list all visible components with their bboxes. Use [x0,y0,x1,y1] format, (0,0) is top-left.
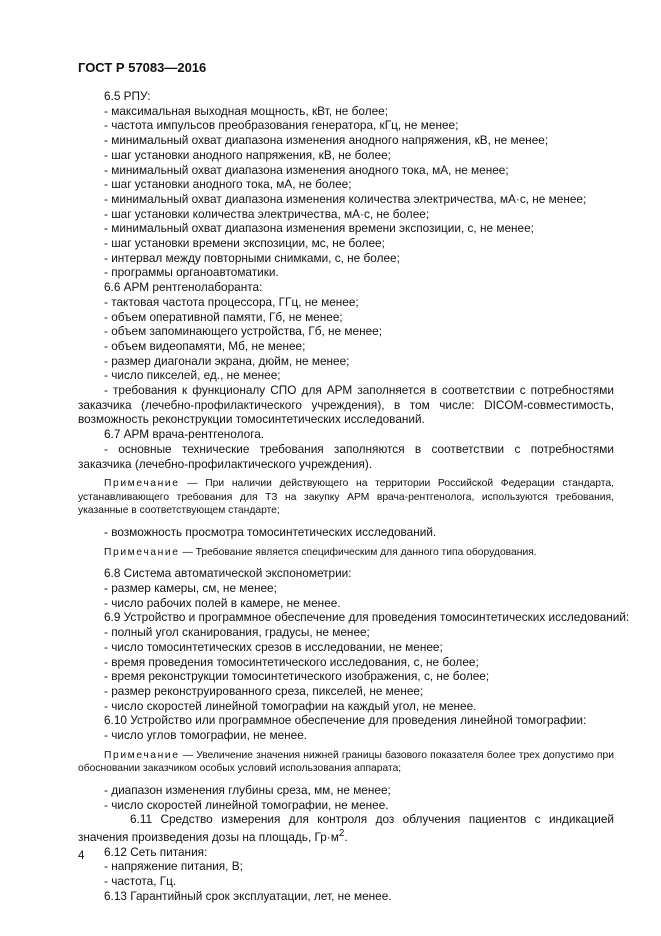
list-item: - шаг установки времени экспозиции, мс, не более; [104,236,385,251]
section-6-11-text [78,812,614,844]
note-text: — При наличии действующего на территории Российской Федерации стандарта, устанавливающего требования для ТЗ на закупку АРМ врача-рентгенолога, используются требования, указанные в соответствующем стандарте; [78,478,614,517]
list-item: - минимальный охват диапазона изменения анодного напряжения, кВ, не менее; [104,133,549,148]
note-label: Примечание [104,478,180,490]
section-6-11-body: 6.11 Средство измерения для контроля доз облучения пациентов с индикацией значения произведения дозы на площадь, Гр·м [78,812,614,845]
section-6-5-title: 6.5 РПУ: [104,89,151,103]
list-item: - число томосинтетических срезов в исследовании, не менее; [104,639,443,654]
section-6-8-title: 6.8 Система автоматической экспонометрии: [104,566,352,581]
list-item: - интервал между повторными снимками, с, не более; [104,250,400,265]
list-item: - время реконструкции томосинтетического изображения, с, не более; [104,669,490,684]
list-item: - тактовая частота процессора, ГГц, не менее; [104,294,359,309]
list-item: - шаг установки анодного напряжения, кВ, не более; [104,147,391,162]
list-item: - возможность просмотра томосинтетических исследований. [104,525,437,540]
list-item: - размер камеры, см, не менее; [104,581,277,596]
list-item: - число рабочих полей в камере, не менее. [104,595,341,610]
period: . [344,830,348,845]
list-item: - программы органоавтоматики. [104,265,279,280]
list-item: - время проведения томосинтетического исследования, с, не более; [104,654,479,669]
list-item: - число скоростей линейной томографии на каждый угол, не менее. [104,698,477,713]
note-text: — Увеличение значения нижней границы базового показателя более трех допустимо при обосновании заказчиком особых условий использования аппарата; [78,749,614,775]
note-text: — Требование является специфическим для данного типа оборудования. [179,546,537,558]
paragraph-doctor-requirements: - основные технические требования заполняются в соответствии с потребностями заказчика (лечебно-профилактического учреждения). [78,441,614,471]
list-item: - размер реконструированного среза, пикселей, не менее; [104,683,424,698]
document-body [78,89,630,904]
list-item: - напряжение питания, В; [104,859,243,874]
list-item: - частота, Гц. [104,874,177,889]
section-6-13-title: 6.13 Гарантийный срок эксплуатации, лет, не менее. [104,888,392,903]
superscript: 2 [338,828,345,840]
list-item: - диапазон изменения глубины среза, мм, не менее; [104,782,391,797]
list-item: - минимальный охват диапазона изменения времени экспозиции, с, не менее; [104,221,534,236]
list-item: - число скоростей линейной томографии, не менее. [104,797,389,812]
list-item: - максимальная выходная мощность, кВт, не более; [104,103,388,118]
section-6-12-title: 6.12 Сеть питания: [104,844,208,859]
list-item: - объем оперативной памяти, Гб, не менее; [104,309,343,324]
list-item: - число пикселей, ед., не менее; [104,368,281,383]
list-item: - минимальный охват диапазона изменения количества электричества, мА·с, не менее; [104,191,587,206]
list-item: - объем видеопамяти, Мб, не менее; [104,338,306,353]
page-number: 4 [78,850,85,862]
note-2 [78,546,614,560]
list-item: - число углов томографии, не менее. [104,728,308,743]
list-item: - размер диагонали экрана, дюйм, не менее; [104,353,350,368]
paragraph-spo-requirements: - требования к функционалу СПО для АРМ заполняется в соответствии с потребностями заказчика (лечебно-профилактического учреждения), в том числе: DICOM-совместимость, возможность реконструкции томосинтетических исследований. [78,383,614,427]
list-item: - полный угол сканирования, градусы, не менее; [104,625,370,640]
section-6-10-title: 6.10 Устройство или программное обеспечение для проведения линейной томографии: [104,713,587,728]
note-1 [78,477,614,518]
note-3 [78,749,614,776]
standard-header: ГОСТ Р 57083—2016 [78,60,207,75]
list-item: - минимальный охват диапазона изменения анодного тока, мА, не менее; [104,162,509,177]
note-label: Примечание [104,546,180,558]
note-label: Примечание [104,749,180,761]
list-item: - шаг установки количества электричества, мА·с, не более; [104,206,430,221]
list-item: - шаг установки анодного тока, мА, не более; [104,177,352,192]
section-6-6-title: 6.6 АРМ рентгенолаборанта: [104,280,263,295]
section-6-9-title: 6.9 Устройство и программное обеспечение для проведения томосинтетических исследований: [104,610,630,625]
list-item: - объем запоминающего устройства, Гб, не менее; [104,324,382,339]
section-6-7-title: 6.7 АРМ врача-рентгенолога. [104,427,265,442]
list-item: - частота импульсов преобразования генератора, кГц, не менее; [104,118,459,133]
